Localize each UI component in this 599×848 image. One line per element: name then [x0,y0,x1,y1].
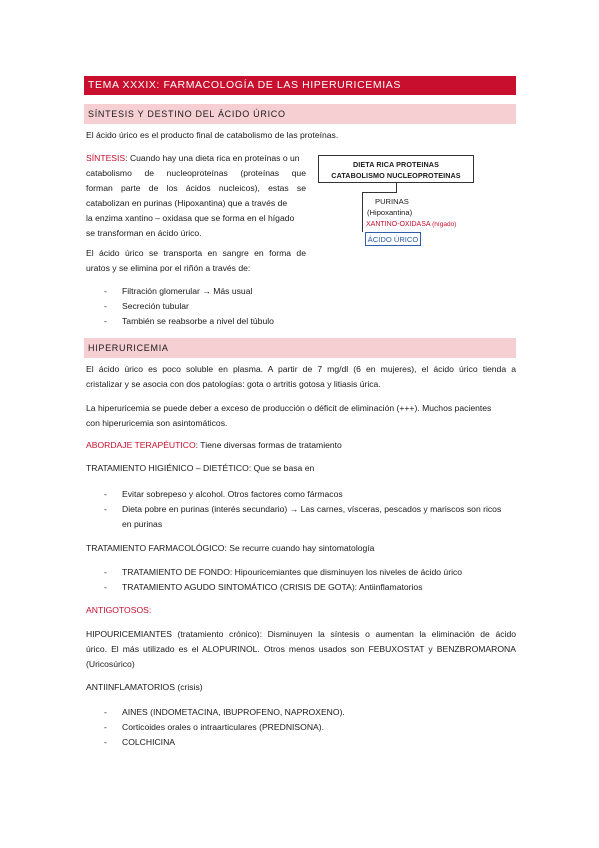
uric-acid-synthesis-diagram [318,150,518,260]
transport-line-2: uratos y se elimina por el riñón a través de: [86,263,251,273]
bullet-dash: - [104,504,107,514]
sintesis-line-4: catabolizan en purinas (Hipoxantina) que a través de [86,198,288,208]
sintesis-line-5: la enzima xantino – oxidasa que se forma en el hígado [86,213,295,223]
excretion-bullet-1: Filtración glomerular → Más usual [122,286,253,296]
transport-paragraph [86,246,306,276]
bullet-dash: - [104,582,107,592]
abordaje-label: ABORDAJE TERAPÉUTICO [86,440,196,450]
page-title: TEMA XXXIX: FARMACOLOGÍA DE LAS HIPERURICEMIAS [84,76,516,95]
hiperuricemia-paragraph-2 [86,401,516,431]
sintesis-line-3: forman parte de los ácidos nucleicos), estas se [86,183,306,193]
transport-line-1: El ácido úrico se transporta en sangre en forma de [86,248,306,258]
bullet-dash: - [104,286,107,296]
farmacologico-bullet-2: TRATAMIENTO AGUDO SINTOMÁTICO (CRISIS DE GOTA): Antiinflamatorios [122,582,423,592]
bullet-dash: - [104,316,107,326]
sintesis-line-2: catabolismo de nucleoproteínas (proteínas que [86,168,306,178]
hipouricemiantes-paragraph [86,627,516,672]
connector-line [396,183,397,192]
higienico-bullet-2-cont: en purinas [122,519,163,529]
connector-line [362,192,363,232]
sintesis-line-1 [86,151,306,166]
hipouricemiantes-line-3: (Uricosúrico) [86,659,135,669]
excretion-bullet-3: También se reabsorbe a nivel del túbulo [122,316,274,326]
sintesis-line-6: se transforman en ácido úrico. [86,228,202,238]
farmacologico-heading: TRATAMIENTO FARMACOLÓGICO: Se recurre cuando hay sintomatología [86,543,375,553]
sintesis-line-1-text: : Cuando hay una dieta rica en proteínas o un [125,153,300,163]
bullet-dash: - [104,707,107,717]
hipouricemiantes-line-1: HIPOURICEMIANTES (tratamiento crónico): Disminuyen la síntesis o aumentan la eliminación de ácido [86,629,516,639]
sintesis-label: SÍNTESIS [86,153,126,163]
excretion-bullet-2: Secreción tubular [122,301,189,311]
hipoxantina-label: (Hipoxantina) [367,208,413,217]
section-heading-sintesis: SÍNTESIS Y DESTINO DEL ÁCIDO ÚRICO [84,104,516,124]
diet-box [318,155,474,183]
hiperuricemia-p1-line-2: cristalizar y se asocia con dos patologías: gota o artritis gotosa y litiasis úrica. [86,379,381,389]
bullet-dash: - [104,722,107,732]
antiinflamatorios-heading: ANTIINFLAMATORIOS (crisis) [86,682,203,692]
antiinflamatorio-bullet-2: Corticoides orales o intraarticulares (PREDNISONA). [122,722,325,732]
abordaje-text: : Tiene diversas formas de tratamiento [195,440,342,450]
connector-line [362,192,397,193]
hiperuricemia-p2-line-2: con hiperuricemia son asintomáticos. [86,418,228,428]
hipouricemiantes-line-2: úrico. El más utilizado es el ALOPURINOL. Otros menos usados son FEBUXOSTAT y BENZBROMARONA [86,644,516,654]
enzyme-label [366,221,456,228]
antigotosos-heading: ANTIGOTOSOS: [86,605,152,615]
section-heading-hiperuricemia: HIPERURICEMIA [84,338,516,358]
hiperuricemia-paragraph-1 [86,362,516,392]
hiperuricemia-p2-line-1: La hiperuricemia se puede deber a exceso de producción o déficit de eliminación (+++). Muchos pacientes [86,403,492,413]
uric-acid-box: ÁCIDO ÚRICO [365,232,421,246]
farmacologico-bullet-1: TRATAMIENTO DE FONDO: Hipouricemiantes que disminuyen los niveles de ácido úrico [122,567,463,577]
higienico-bullet-2: Dieta pobre en purinas (interés secundario) → Las carnes, vísceras, pescados y mariscos son ricos [122,504,502,514]
purinas-label: PURINAS [375,197,409,206]
abordaje-line [86,438,342,453]
higienico-bullet-1: Evitar sobrepeso y alcohol. Otros factores como fármacos [122,489,343,499]
bullet-dash: - [104,489,107,499]
sintesis-paragraph [86,151,306,241]
antiinflamatorio-bullet-1: AINES (INDOMETACINA, IBUPROFENO, NAPROXENO). [122,707,345,717]
diet-box-line-2: CATABOLISMO NUCLEOPROTEINAS [331,171,461,180]
hiperuricemia-p1-line-1: El ácido úrico es poco soluble en plasma. A partir de 7 mg/dl (6 en mujeres), el ácido úrico tienda a [86,364,516,374]
diet-box-line-1: DIETA RICA PROTEINAS [353,160,439,169]
enzyme-name: XANTINO-OXIDASA [366,221,431,228]
enzyme-note: (hígado) [432,221,457,228]
bullet-dash: - [104,301,107,311]
higienico-heading: TRATAMIENTO HIGIÉNICO – DIETÉTICO: Que se basa en [86,463,315,473]
intro-text: El ácido úrico es el producto final de catabolismo de las proteínas. [86,130,339,140]
bullet-dash: - [104,737,107,747]
bullet-dash: - [104,567,107,577]
antiinflamatorio-bullet-3: COLCHICINA [122,737,176,747]
